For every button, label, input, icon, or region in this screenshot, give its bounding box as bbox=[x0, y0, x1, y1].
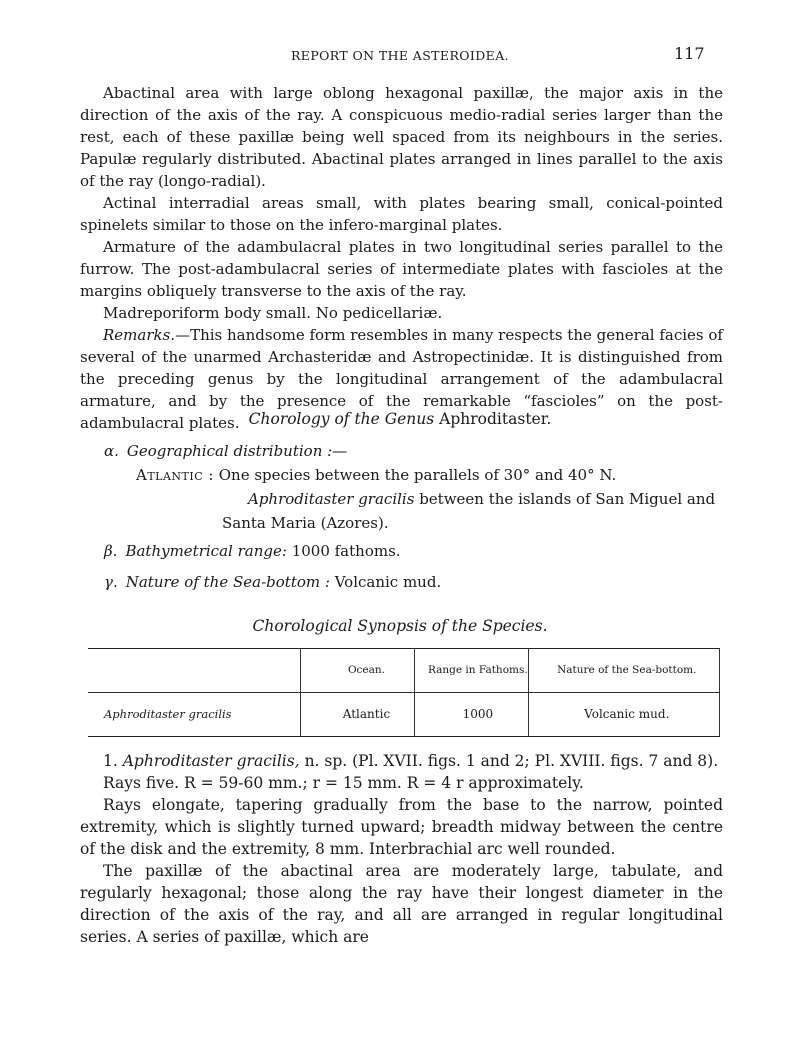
table-rule-bottom bbox=[88, 736, 720, 737]
species-measurements: Rays five. R = 59-60 mm.; r = 15 mm. R = 4 r approximately. bbox=[103, 774, 584, 792]
page-number: 117 bbox=[674, 44, 705, 63]
sea-bottom bbox=[104, 573, 441, 591]
alpha-marker: α. bbox=[104, 442, 119, 460]
table-rule-col3 bbox=[528, 648, 529, 736]
paragraph-paxillae: The paxillæ of the abactinal area are moderately large, tabulate, and regularly hexagonal; those along the ray have their longest diameter in the direction of the axis of the ray, and all are arranged in regular longitudinal series. A series of paxillæ, which are bbox=[80, 862, 723, 946]
paragraph-rays: Rays elongate, tapering gradually from the base to the narrow, pointed extremity, which is slightly turned upward; breadth midway between the centre of the disk and the extremity, 8 mm. Interbrachial arc well rounded. bbox=[80, 796, 723, 858]
bathymetrical-range-label: Bathymetrical range: bbox=[125, 542, 287, 560]
species-entry-heading bbox=[80, 750, 723, 772]
sea-bottom-label: Nature of the Sea-bottom : bbox=[125, 573, 330, 591]
species-distribution-line bbox=[136, 490, 726, 514]
sea-bottom-value: Volcanic mud. bbox=[334, 573, 442, 591]
table-rule-middle bbox=[88, 692, 720, 693]
species-plates: n. sp. (Pl. XVII. figs. 1 and 2; Pl. XVIII. figs. 7 and 8). bbox=[304, 752, 719, 770]
remarks-text: —This handsome form resembles in many respects the general facies of several of the unarmed Archasteridæ and Astropectinidæ. It is distinguished from the preceding genus by the longitudinal arrangement of the adambulacral armature, and by the presence of the remarkable “fascioles” on the post-adambulacral plates. bbox=[80, 326, 723, 432]
header-species bbox=[88, 648, 311, 692]
paragraph-armature: Armature of the adambulacral plates in two longitudinal series parallel to the furrow. The post-adambulacral series of intermediate plates with fascioles at the margins obliquely transverse to the axis of the ray. bbox=[80, 238, 723, 300]
species-italic: Aphroditaster gracilis bbox=[248, 490, 415, 508]
description-block bbox=[80, 82, 723, 434]
cell-bottom: Volcanic mud. bbox=[584, 707, 670, 721]
table-rule-top bbox=[88, 648, 720, 649]
header-bottom: Nature of the Sea-bottom. bbox=[557, 664, 697, 676]
species-entry bbox=[80, 750, 723, 948]
table-rule-col1 bbox=[300, 648, 301, 736]
paragraph-madreporiform: Madreporiform body small. No pedicellariæ. bbox=[103, 304, 443, 322]
table-row bbox=[88, 692, 720, 736]
atlantic-block bbox=[136, 466, 726, 538]
paragraph-abactinal: Abactinal area with large oblong hexagonal paxillæ, the major axis in the direction of the axis of the ray. A conspicuous medio-radial series larger than the rest, each of these paxillæ being well spaced from its neighbours in the series. Papulæ regularly distributed. Abactinal plates arranged in lines parallel to the axis of the ray (longo-radial). bbox=[80, 84, 723, 190]
synopsis-table bbox=[88, 648, 720, 736]
geographical-distribution bbox=[104, 442, 347, 460]
header-range: Range in Fathoms. bbox=[427, 664, 528, 676]
header-ocean: Ocean. bbox=[347, 664, 386, 676]
bathymetrical-range bbox=[104, 542, 401, 560]
chorology-heading-genus: Aphroditaster. bbox=[439, 410, 552, 428]
species-distribution-line-2 bbox=[136, 514, 726, 538]
atlantic-text: One species between the parallels of 30° and 40° N. bbox=[218, 466, 617, 484]
table-header-row bbox=[88, 648, 720, 692]
remarks-label: Remarks. bbox=[103, 326, 176, 344]
atlantic-label: Atlantic : bbox=[136, 466, 214, 484]
bathymetrical-range-value: 1000 fathoms. bbox=[291, 542, 401, 560]
chorology-heading bbox=[0, 410, 800, 428]
species-number: 1. bbox=[103, 752, 118, 770]
running-head bbox=[0, 44, 800, 68]
atlantic-line bbox=[136, 466, 726, 490]
gamma-marker: γ. bbox=[104, 573, 118, 591]
species-distribution-text: between the islands of San Miguel and bbox=[419, 490, 716, 508]
synopsis-heading bbox=[0, 617, 800, 635]
running-title: REPORT ON THE ASTEROIDEA. bbox=[291, 48, 509, 63]
table-rule-col2 bbox=[414, 648, 415, 736]
cell-range: 1000 bbox=[462, 707, 494, 721]
table-rule-right bbox=[719, 648, 720, 736]
paragraph-actinal: Actinal interradial areas small, with plates bearing small, conical-pointed spinelets similar to those on the infero-marginal plates. bbox=[80, 194, 723, 234]
species-name: Aphroditaster gracilis, bbox=[122, 752, 300, 770]
species-distribution-text-2: Santa Maria (Azores). bbox=[222, 514, 389, 532]
cell-species: Aphroditaster gracilis bbox=[104, 707, 232, 721]
synopsis-heading-text: Chorological Synopsis of the Species. bbox=[252, 617, 548, 635]
geographical-distribution-label: Geographical distribution :— bbox=[126, 442, 348, 460]
chorology-heading-italic: Chorology of the Genus bbox=[248, 410, 435, 428]
beta-marker: β. bbox=[104, 542, 118, 560]
cell-ocean: Atlantic bbox=[342, 707, 391, 721]
